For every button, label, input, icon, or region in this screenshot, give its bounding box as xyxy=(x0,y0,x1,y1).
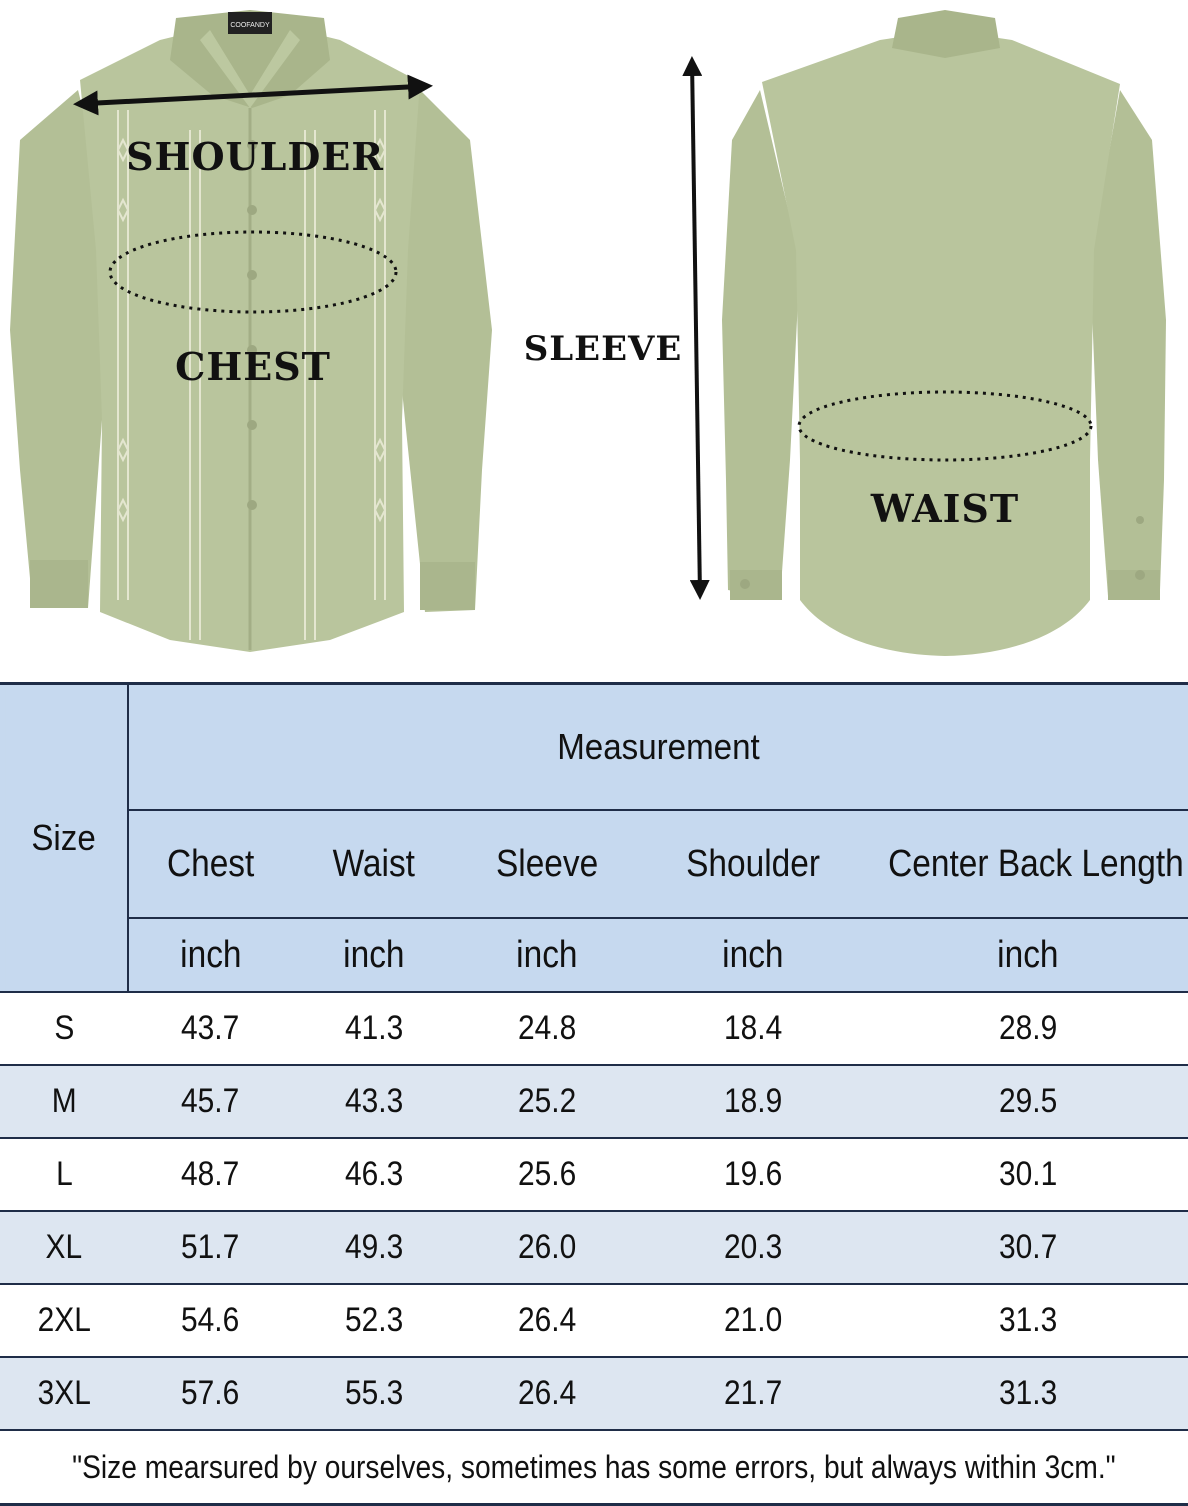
back-shirt xyxy=(722,10,1166,656)
waist-label: WAIST xyxy=(870,486,1020,531)
size-cell: L xyxy=(0,1138,128,1211)
col-waist: Waist xyxy=(292,810,456,918)
size-cell: 2XL xyxy=(0,1284,128,1357)
value-cell: 29.5 xyxy=(868,1065,1188,1138)
value-cell: 26.4 xyxy=(456,1284,638,1357)
value-cell: 18.4 xyxy=(638,992,868,1065)
value-cell: 26.0 xyxy=(456,1211,638,1284)
value-cell: 31.3 xyxy=(868,1284,1188,1357)
table-row xyxy=(0,992,1188,1065)
value-cell: 24.8 xyxy=(456,992,638,1065)
value-cell: 52.3 xyxy=(292,1284,456,1357)
value-cell: 30.7 xyxy=(868,1211,1188,1284)
unit-center-back-length: inch xyxy=(868,918,1188,992)
unit-chest: inch xyxy=(128,918,292,992)
value-cell: 43.3 xyxy=(292,1065,456,1138)
col-sleeve: Sleeve xyxy=(456,810,638,918)
table-row xyxy=(0,1138,1188,1211)
size-cell: M xyxy=(0,1065,128,1138)
chest-label: CHEST xyxy=(175,344,331,389)
table-row xyxy=(0,1065,1188,1138)
brand-tag-text: COOFANDY xyxy=(230,22,270,29)
shirt-illustration xyxy=(0,0,1188,680)
size-header: Size xyxy=(5,684,123,993)
value-cell: 26.4 xyxy=(456,1357,638,1430)
value-cell: 19.6 xyxy=(638,1138,868,1211)
value-cell: 46.3 xyxy=(292,1138,456,1211)
value-cell: 48.7 xyxy=(128,1138,292,1211)
size-cell: 3XL xyxy=(0,1357,128,1430)
front-shirt xyxy=(10,10,492,652)
value-cell: 25.6 xyxy=(456,1138,638,1211)
sleeve-label: SLEEVE xyxy=(523,329,683,369)
value-cell: 57.6 xyxy=(128,1357,292,1430)
value-cell: 21.0 xyxy=(638,1284,868,1357)
value-cell: 21.7 xyxy=(638,1357,868,1430)
shoulder-label: SHOULDER xyxy=(126,134,384,179)
size-cell: S xyxy=(0,992,128,1065)
table-row xyxy=(0,1211,1188,1284)
col-chest: Chest xyxy=(128,810,292,918)
value-cell: 51.7 xyxy=(128,1211,292,1284)
value-cell: 55.3 xyxy=(292,1357,456,1430)
size-chart xyxy=(0,682,1188,1500)
value-cell: 18.9 xyxy=(638,1065,868,1138)
size-note: "Size mearsured by ourselves, sometimes has some errors, but always within 3cm." xyxy=(0,1430,1188,1505)
value-cell: 25.2 xyxy=(456,1065,638,1138)
value-cell: 45.7 xyxy=(128,1065,292,1138)
table-row xyxy=(0,1284,1188,1357)
sleeve-arrow xyxy=(692,60,700,596)
measurement-header: Measurement xyxy=(170,684,1145,811)
col-shoulder: Shoulder xyxy=(638,810,868,918)
size-table xyxy=(0,682,1188,1506)
value-cell: 43.7 xyxy=(128,992,292,1065)
col-center-back-length: Center Back Length xyxy=(868,810,1188,918)
value-cell: 28.9 xyxy=(868,992,1188,1065)
unit-sleeve: inch xyxy=(456,918,638,992)
shirt-diagram xyxy=(0,0,1188,680)
value-cell: 49.3 xyxy=(292,1211,456,1284)
value-cell: 31.3 xyxy=(868,1357,1188,1430)
table-row xyxy=(0,1357,1188,1430)
value-cell: 41.3 xyxy=(292,992,456,1065)
value-cell: 30.1 xyxy=(868,1138,1188,1211)
size-cell: XL xyxy=(0,1211,128,1284)
value-cell: 54.6 xyxy=(128,1284,292,1357)
unit-shoulder: inch xyxy=(638,918,868,992)
unit-waist: inch xyxy=(292,918,456,992)
value-cell: 20.3 xyxy=(638,1211,868,1284)
